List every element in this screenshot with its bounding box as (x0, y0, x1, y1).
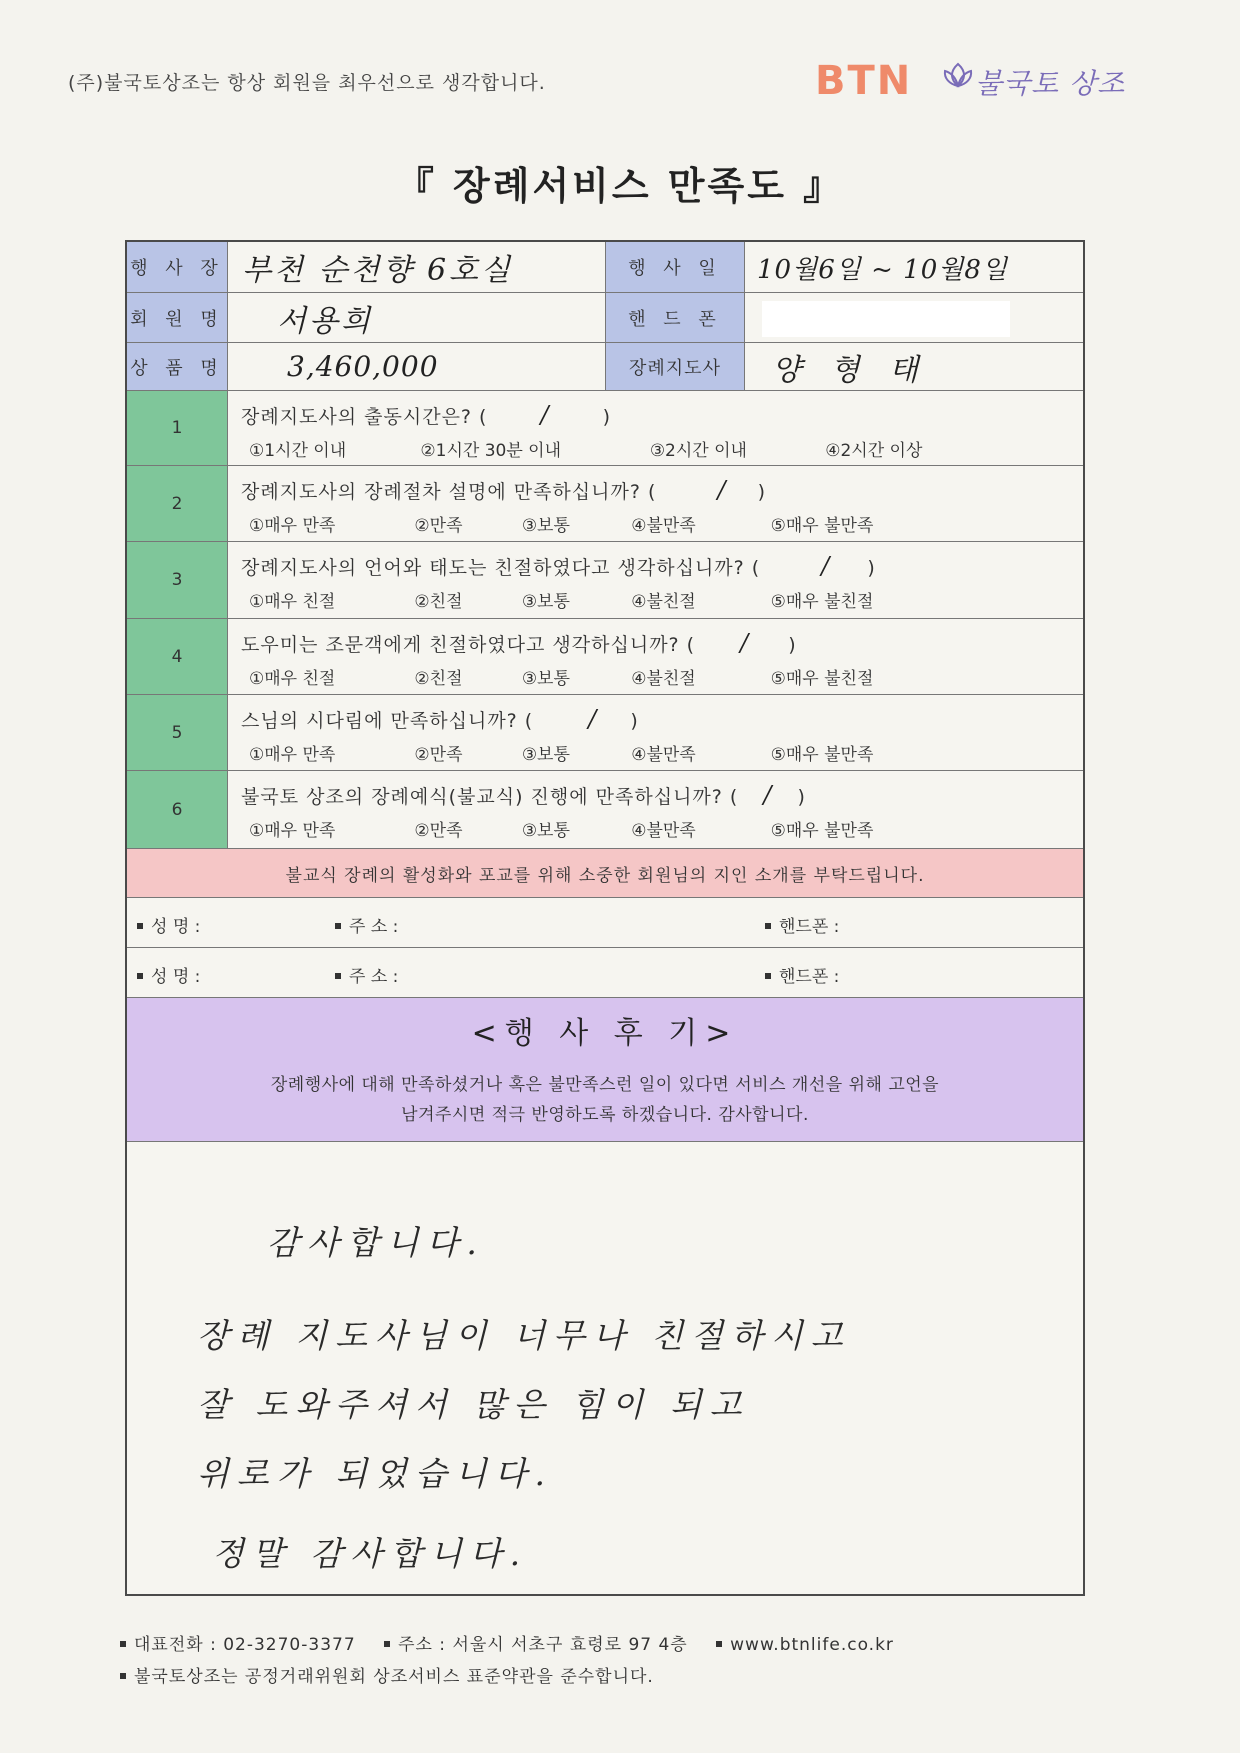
answer-close: ) (788, 634, 797, 656)
venue-value: 부천 순천향 6호실 (242, 253, 514, 288)
question-row (127, 771, 1083, 849)
referral-row (127, 948, 1083, 998)
member-label: 회 원 명 (127, 293, 228, 342)
option-item: ②만족 (414, 516, 463, 536)
phone-value-redacted (745, 293, 1083, 342)
footer-notice: 불국토상조는 공정거래위원회 상조서비스 표준약관을 준수합니다. (134, 1667, 654, 1687)
venue-label: 행 사 장 (127, 242, 228, 292)
address-label: 주 소 : (349, 917, 399, 937)
question-number: 4 (127, 619, 228, 694)
option-item: ③보통 (521, 516, 570, 536)
option-item: ②1시간 30분 이내 (420, 441, 562, 461)
footer-website: www.btnlife.co.kr (730, 1635, 894, 1655)
option-item: ①매우 만족 (249, 821, 336, 841)
option-item: ⑤매우 불친절 (770, 592, 874, 612)
question-text (241, 476, 766, 504)
comment-line: 장례 지도사님이 너무나 친절하시고 (197, 1316, 851, 1355)
referral-phone (765, 962, 839, 987)
option-item: ④불친절 (631, 669, 696, 689)
option-item: ⑤매우 불친절 (770, 669, 874, 689)
option-item: ④불친절 (631, 592, 696, 612)
option-item: ④불만족 (631, 745, 696, 765)
company-tagline: (주)불국토상조는 항상 회원을 최우선으로 생각합니다. (68, 72, 546, 94)
comment-line: 잘 도와주셔서 많은 힘이 되고 (197, 1385, 750, 1424)
option-item: ②만족 (414, 745, 463, 765)
answer-mark: / (821, 552, 831, 580)
option-item: ⑤매우 불만족 (770, 745, 874, 765)
footer-address: 주소 : 서울시 서초구 효령로 97 4층 (398, 1635, 688, 1655)
answer-mark: / (763, 781, 773, 809)
info-row-member (127, 293, 1083, 343)
question-prompt: 장례지도사의 장례절차 설명에 만족하십니까? ( (241, 481, 657, 503)
referral-name (137, 962, 200, 987)
footer-notice-line (120, 1662, 654, 1687)
option-item: ③보통 (521, 669, 570, 689)
review-title: <행 사 후 기> (471, 1016, 739, 1051)
product-value: 3,460,000 (287, 350, 439, 383)
option-list (249, 587, 873, 612)
option-list (249, 436, 922, 461)
referral-phone (765, 912, 839, 937)
date-value: 10월6일 ~ 10월8일 (757, 254, 1009, 285)
director-value: 양 형 태 (772, 352, 929, 388)
phone-label-ref: 핸드폰 : (779, 967, 840, 987)
option-item: ②친절 (414, 669, 463, 689)
option-list (249, 511, 873, 536)
option-item: ②만족 (414, 821, 463, 841)
option-item: ⑤매우 불만족 (770, 821, 874, 841)
option-item: ①매우 친절 (249, 592, 336, 612)
option-item: ③보통 (521, 821, 570, 841)
question-prompt: 스님의 시다림에 만족하십니까? ( (241, 710, 534, 732)
option-list (249, 664, 873, 689)
answer-close: ) (630, 710, 639, 732)
comment-line: 정말 감사합니다. (212, 1534, 529, 1573)
option-list (249, 740, 873, 765)
option-item: ②친절 (414, 592, 463, 612)
question-text (241, 552, 876, 580)
option-item: ①1시간 이내 (249, 441, 347, 461)
review-desc-line2: 남겨주시면 적극 반영하도록 하겠습니다. 감사합니다. (401, 1105, 809, 1125)
question-row (127, 542, 1083, 619)
info-row-venue (127, 242, 1083, 293)
info-row-product (127, 343, 1083, 391)
option-item: ④불만족 (631, 516, 696, 536)
answer-mark: / (588, 705, 598, 733)
question-number: 6 (127, 771, 228, 848)
lotus-icon (941, 60, 975, 94)
question-text (241, 401, 611, 429)
answer-mark: / (540, 401, 550, 429)
question-number: 5 (127, 695, 228, 770)
referral-banner: 불교식 장례의 활성화와 포교를 위해 소중한 회원님의 지인 소개를 부탁드립니다. (127, 849, 1083, 898)
comment-line: 위로가 되었습니다. (197, 1454, 554, 1493)
question-row (127, 466, 1083, 542)
option-item: ④불만족 (631, 821, 696, 841)
logo-letters: BTN (815, 58, 913, 104)
answer-close: ) (757, 481, 766, 503)
option-item: ①매우 만족 (249, 516, 336, 536)
question-text (241, 705, 639, 733)
option-item: ③보통 (521, 592, 570, 612)
question-row (127, 695, 1083, 771)
answer-mark: / (717, 476, 727, 504)
member-value: 서용희 (277, 303, 373, 339)
name-label: 성 명 : (151, 917, 201, 937)
option-item: ⑤매우 불만족 (770, 516, 874, 536)
question-number: 1 (127, 391, 228, 465)
option-item: ③보통 (521, 745, 570, 765)
phone-label-ref: 핸드폰 : (779, 917, 840, 937)
comment-line: 감사합니다. (267, 1223, 485, 1262)
name-label: 성 명 : (151, 967, 201, 987)
referral-name (137, 912, 200, 937)
redaction-box (762, 301, 1010, 337)
question-row (127, 619, 1083, 695)
review-header (127, 998, 1083, 1142)
option-item: ④2시간 이상 (825, 441, 923, 461)
director-label: 장례지도사 (605, 343, 745, 390)
product-label: 상 품 명 (127, 343, 228, 390)
referral-address (335, 962, 398, 987)
question-prompt: 불국토 상조의 장례예식(불교식) 진행에 만족하십니까? ( (241, 786, 739, 808)
page-title: 『 장례서비스 만족도 』 (395, 164, 845, 208)
survey-form (125, 240, 1085, 1596)
option-item: ①매우 만족 (249, 745, 336, 765)
question-prompt: 도우미는 조문객에게 친절하였다고 생각하십니까? ( (241, 634, 696, 656)
footer-phone: 대표전화 : 02-3270-3377 (134, 1635, 356, 1655)
address-label: 주 소 : (349, 967, 399, 987)
referral-row (127, 898, 1083, 948)
question-prompt: 장례지도사의 언어와 태도는 친절하였다고 생각하십니까? ( (241, 557, 761, 579)
question-text (241, 629, 797, 657)
phone-label: 핸 드 폰 (605, 293, 745, 342)
question-row (127, 391, 1083, 466)
question-number: 3 (127, 542, 228, 618)
option-list (249, 816, 873, 841)
option-item: ①매우 친절 (249, 669, 336, 689)
question-prompt: 장례지도사의 출동시간은? ( (241, 406, 488, 428)
date-label: 행 사 일 (605, 242, 745, 292)
referral-address (335, 912, 398, 937)
logo-name: 불국토 상조 (975, 67, 1126, 100)
btn-logo (815, 58, 1135, 104)
answer-close: ) (797, 786, 806, 808)
footer-contact (120, 1630, 894, 1655)
option-item: ③2시간 이내 (649, 441, 747, 461)
answer-close: ) (867, 557, 876, 579)
answer-close: ) (602, 406, 612, 428)
review-desc-line1: 장례행사에 대해 만족하셨거나 혹은 불만족스런 일이 있다면 서비스 개선을 위해 고언을 (270, 1075, 940, 1095)
question-text (241, 781, 806, 809)
question-number: 2 (127, 466, 228, 541)
answer-mark: / (740, 629, 750, 657)
